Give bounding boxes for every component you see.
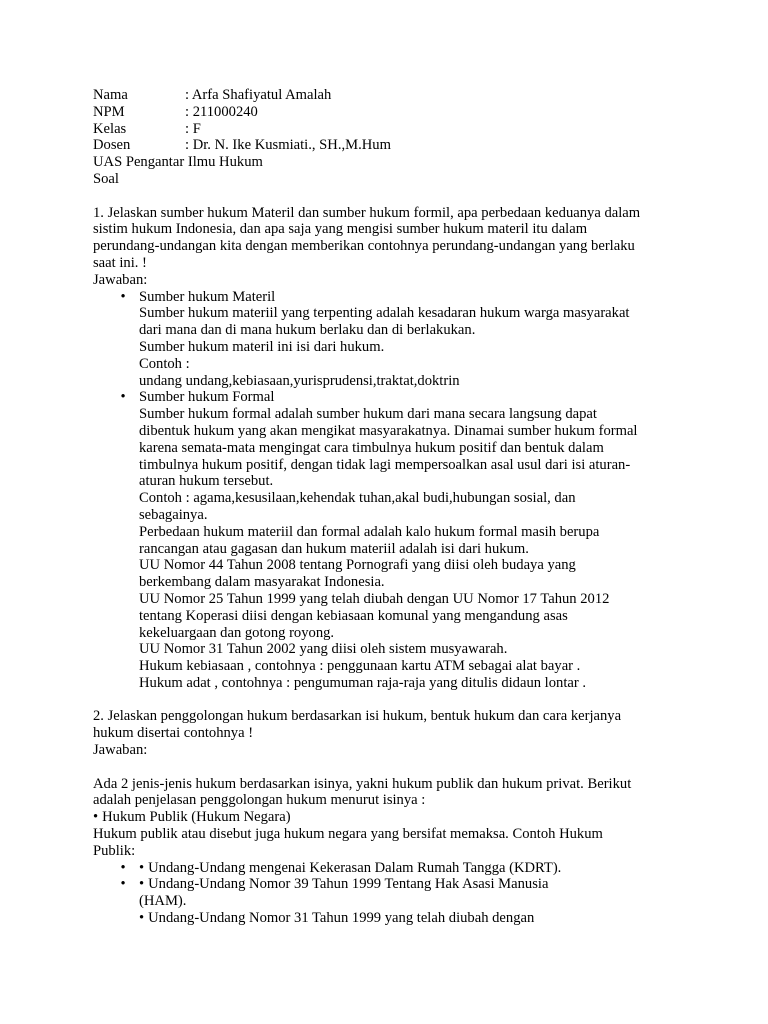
- info-value: : F: [185, 120, 201, 137]
- answer-label: Jawaban:: [93, 742, 148, 759]
- soal-heading: Soal: [93, 170, 119, 187]
- info-value: : Arfa Shafiyatul Amalah: [185, 87, 332, 103]
- item-line: tentang Koperasi diisi dengan kebiasaan komunal yang mengandung asas: [139, 607, 568, 624]
- item-line: karena semata-mata mengingat cara timbulnya hukum positif dan bentuk dalam: [139, 439, 604, 456]
- publik-line: Hukum publik atau disebut juga hukum negara yang bersifat memaksa. Contoh Hukum: [93, 826, 603, 843]
- publik-heading: [93, 809, 683, 826]
- spacer: [93, 692, 683, 709]
- question-line: hukum disertai contohnya !: [93, 725, 254, 742]
- item-line: Perbedaan hukum materiil dan formal adalah kalo hukum formal masih berupa: [139, 523, 600, 540]
- item-line: [139, 910, 683, 927]
- course-title: UAS Pengantar Ilmu Hukum: [93, 154, 263, 171]
- question-line: sistim hukum Indonesia, dan apa saja yang mengisi sumber hukum materil itu dalam: [93, 221, 588, 238]
- bullet-icon: •: [139, 910, 145, 927]
- info-row-npm: [93, 104, 683, 121]
- item-line: Contoh :: [139, 355, 190, 372]
- publik-title: Hukum Publik (Hukum Negara): [102, 809, 291, 826]
- item-line: timbulnya hukum positif, dengan tidak lagi mempersoalkan asal usul dari isi aturan-: [139, 456, 631, 473]
- list-item-materiil: [93, 289, 683, 390]
- question-1: [93, 205, 683, 692]
- question-line: saat ini. !: [93, 254, 147, 271]
- question-2: [93, 708, 683, 926]
- item-title: Sumber hukum Formal: [139, 389, 275, 406]
- item-line: Hukum adat , contohnya : pengumuman raja-raja yang ditulis didaun lontar .: [139, 674, 587, 691]
- info-label: NPM: [93, 103, 125, 120]
- item-text: Undang-Undang Nomor 39 Tahun 1999 Tentang Hak Asasi Manusia: [148, 876, 549, 893]
- item-line: Sumber hukum materiil yang terpenting adalah kesadaran hukum warga masyarakat: [139, 305, 630, 322]
- info-label: Nama: [93, 87, 128, 103]
- bullet-icon: •: [139, 859, 145, 876]
- question-line: 1. Jelaskan sumber hukum Materil dan sumber hukum formil, apa perbedaan keduanya dalam: [93, 204, 641, 221]
- info-label: Dosen: [93, 137, 131, 154]
- item-line: sebagainya.: [139, 506, 208, 523]
- bullet-icon: •: [93, 809, 99, 826]
- item-text: Undang-Undang Nomor 31 Tahun 1999 yang telah diubah dengan: [148, 910, 535, 927]
- item-line: UU Nomor 31 Tahun 2002 yang diisi oleh sistem musyawarah.: [139, 641, 508, 658]
- info-row-dosen: [93, 137, 683, 154]
- intro-line: Ada 2 jenis-jenis hukum berdasarkan isinya, yakni hukum publik dan hukum privat. Berikut: [93, 775, 632, 792]
- publik-line: Publik:: [93, 842, 136, 859]
- item-line: Contoh : agama,kesusilaan,kehendak tuhan,akal budi,hubungan sosial, dan: [139, 490, 576, 507]
- item-text: Undang-Undang mengenai Kekerasan Dalam Rumah Tangga (KDRT).: [148, 859, 562, 876]
- info-row-kelas: [93, 121, 683, 138]
- item-line: [139, 876, 683, 893]
- bullet-icon: •: [120, 859, 126, 876]
- bullet-icon: •: [120, 876, 126, 893]
- item-line: aturan hukum tersebut.: [139, 473, 274, 490]
- item-line: Sumber hukum formal adalah sumber hukum dari mana secara langsung dapat: [139, 406, 597, 423]
- list-item: [93, 876, 683, 910]
- bullet-icon: •: [139, 876, 145, 893]
- item-line: berkembang dalam masyarakat Indonesia.: [139, 574, 385, 591]
- question-line: 2. Jelaskan penggolongan hukum berdasarkan isi hukum, bentuk hukum dan cara kerjanya: [93, 708, 622, 725]
- list-item: [93, 860, 683, 877]
- question-line: perundang-undangan kita dengan memberikan contohnya perundang-undangan yang berlaku: [93, 238, 635, 255]
- intro-line: adalah penjelasan penggolongan hukum menurut isinya :: [93, 792, 426, 809]
- document-body: [93, 87, 683, 927]
- item-title: Sumber hukum Materil: [139, 288, 276, 305]
- bullet-icon: •: [120, 389, 126, 406]
- item-line: Hukum kebiasaan , contohnya : penggunaan kartu ATM sebagai alat bayar .: [139, 658, 581, 675]
- info-value: : 211000240: [185, 103, 258, 120]
- info-row-nama: [93, 87, 683, 104]
- item-line: (HAM).: [139, 893, 187, 910]
- item-line: kekeluargaan dan gotong royong.: [139, 624, 335, 641]
- item-line: UU Nomor 25 Tahun 1999 yang telah diubah dengan UU Nomor 17 Tahun 2012: [139, 590, 610, 607]
- item-line: dibentuk hukum yang akan mengikat masyarakatnya. Dinamai sumber hukum formal: [139, 422, 638, 439]
- bullet-icon: •: [120, 288, 126, 305]
- item-line: rancangan atau gagasan dan hukum materiil adalah isi dari hukum.: [139, 540, 529, 557]
- info-value: : Dr. N. Ike Kusmiati., SH.,M.Hum: [185, 137, 391, 154]
- student-info: [93, 87, 683, 188]
- list-item: [93, 910, 683, 927]
- spacer: [93, 188, 683, 205]
- item-line: undang undang,kebiasaan,yurisprudensi,traktat,doktrin: [139, 372, 460, 389]
- answer-label: Jawaban:: [93, 271, 148, 288]
- item-line: dari mana dan di mana hukum berlaku dan di berlakukan.: [139, 322, 476, 339]
- item-line: [139, 860, 683, 877]
- item-line: Sumber hukum materil ini isi dari hukum.: [139, 338, 385, 355]
- spacer: [93, 759, 683, 776]
- info-label: Kelas: [93, 120, 127, 137]
- list-item-formal: [93, 389, 683, 691]
- item-line: UU Nomor 44 Tahun 2008 tentang Pornografi yang diisi oleh budaya yang: [139, 557, 576, 574]
